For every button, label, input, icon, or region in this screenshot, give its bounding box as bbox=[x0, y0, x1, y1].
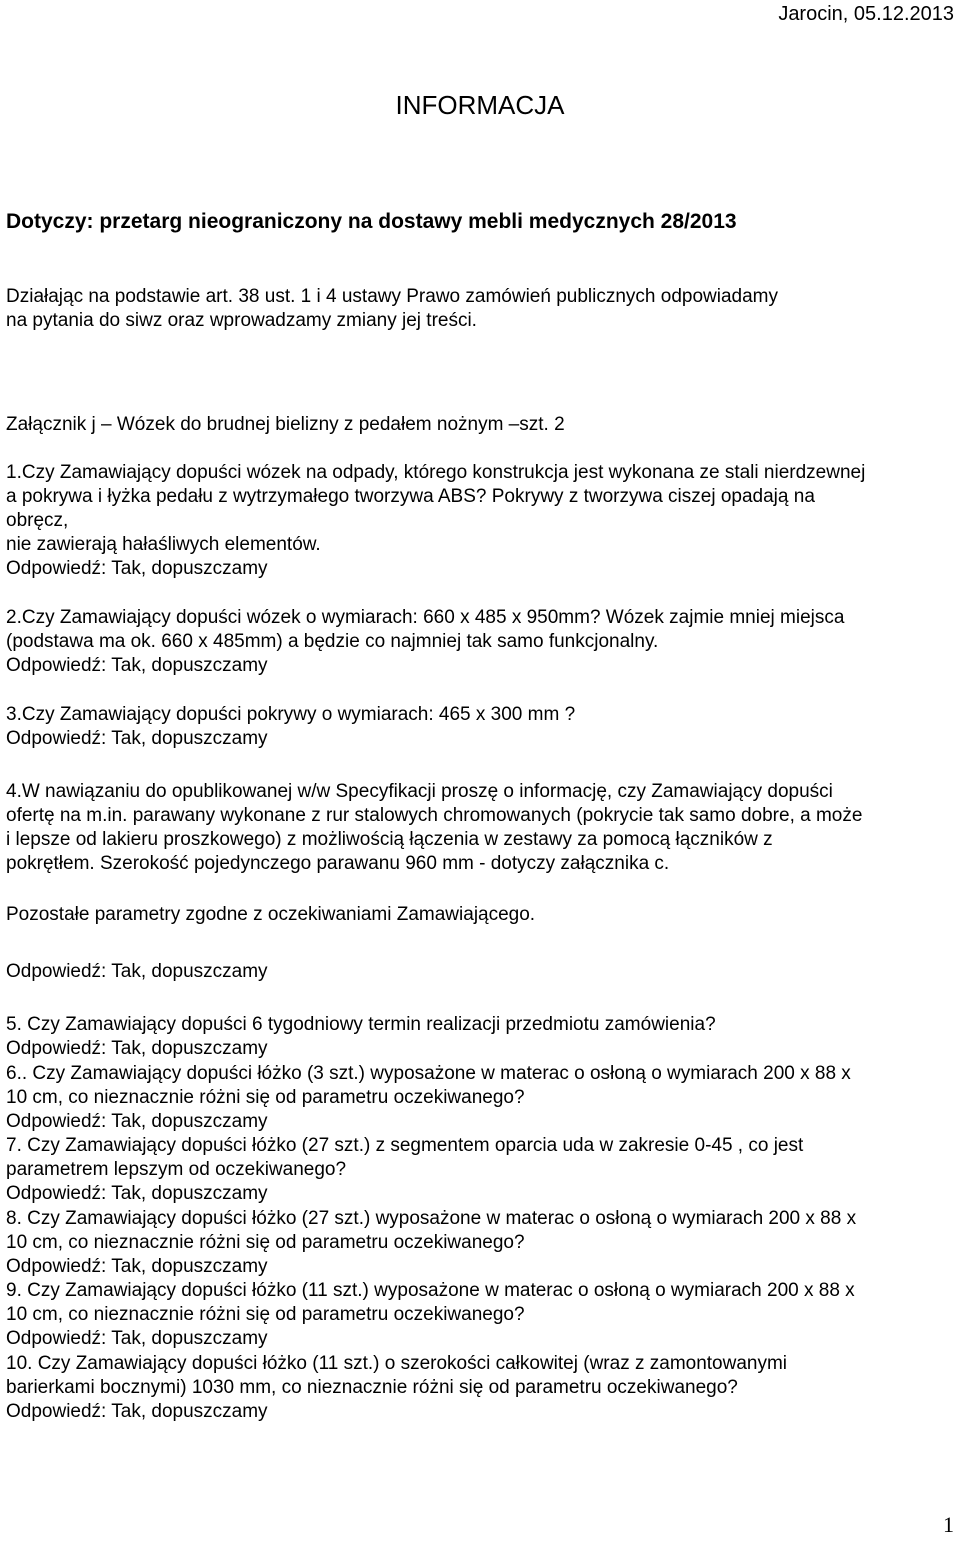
answer-line: Odpowiedź: Tak, dopuszczamy bbox=[6, 1256, 268, 1277]
answer-line: Odpowiedź: Tak, dopuszczamy bbox=[6, 1183, 268, 1204]
question-line: ofertę na m.in. parawany wykonane z rur stalowych chromowanych (pokrycie tak samo dobre, a może bbox=[6, 805, 863, 826]
question-line: a pokrywa i łyżka pedału z wytrzymałego tworzywa ABS? Pokrywy z tworzywa ciszej opadają na bbox=[6, 486, 815, 507]
question-line: 10. Czy Zamawiający dopuści łóżko (11 szt.) o szerokości całkowitej (wraz z zamontowanymi bbox=[6, 1353, 788, 1374]
question-5 bbox=[6, 1013, 716, 1061]
question-2 bbox=[6, 606, 844, 678]
question-line: obręcz, bbox=[6, 510, 69, 531]
question-7 bbox=[6, 1134, 803, 1206]
intro-line: na pytania do siwz oraz wprowadzamy zmiany jej treści. bbox=[6, 310, 477, 331]
intro-line: Działając na podstawie art. 38 ust. 1 i 4 ustawy Prawo zamówień publicznych odpowiadamy bbox=[6, 286, 779, 307]
note-line: Pozostałe parametry zgodne z oczekiwaniami Zamawiającego. bbox=[6, 904, 536, 925]
answer-line: Odpowiedź: Tak, dopuszczamy bbox=[6, 655, 268, 676]
answer-line: Odpowiedź: Tak, dopuszczamy bbox=[6, 558, 268, 579]
question-4 bbox=[6, 780, 862, 876]
question-line: parametrem lepszym od oczekiwanego? bbox=[6, 1159, 347, 1180]
question-line: i lepsze od lakieru proszkowego) z możliwością łączenia w zestawy za pomocą łączników z bbox=[6, 829, 773, 850]
question-line: 7. Czy Zamawiający dopuści łóżko (27 szt.) z segmentem oparcia uda w zakresie 0-45 , co jest bbox=[6, 1135, 804, 1156]
attachment-line: Załącznik j – Wózek do brudnej bielizny z pedałem nożnym –szt. 2 bbox=[6, 414, 565, 435]
question-line: barierkami bocznymi) 1030 mm, co nieznacznie różni się od parametru oczekiwanego? bbox=[6, 1377, 738, 1398]
question-line: nie zawierają hałaśliwych elementów. bbox=[6, 534, 321, 555]
question-4-extra bbox=[6, 903, 535, 927]
answer-line: Odpowiedź: Tak, dopuszczamy bbox=[6, 1401, 268, 1422]
answer-line: Odpowiedź: Tak, dopuszczamy bbox=[6, 961, 268, 982]
question-8 bbox=[6, 1207, 856, 1279]
question-line: (podstawa ma ok. 660 x 485mm) a będzie co najmniej tak samo funkcjonalny. bbox=[6, 631, 659, 652]
document-title: INFORMACJA bbox=[395, 90, 565, 120]
question-line: 2.Czy Zamawiający dopuści wózek o wymiarach: 660 x 485 x 950mm? Wózek zajmie mniej miejsca bbox=[6, 607, 845, 628]
question-line: 10 cm, co nieznacznie różni się od parametru oczekiwanego? bbox=[6, 1232, 525, 1253]
question-line: 5. Czy Zamawiający dopuści 6 tygodniowy termin realizacji przedmiotu zamówienia? bbox=[6, 1014, 716, 1035]
question-6 bbox=[6, 1062, 851, 1134]
question-line: 4.W nawiązaniu do opublikowanej w/w Specyfikacji proszę o informację, czy Zamawiający dopuści bbox=[6, 781, 833, 802]
question-9 bbox=[6, 1279, 855, 1351]
attachment-heading bbox=[6, 413, 565, 437]
question-line: 8. Czy Zamawiający dopuści łóżko (27 szt.) wyposażone w materac o osłoną o wymiarach 200 x 88 x bbox=[6, 1208, 857, 1229]
question-line: pokrętłem. Szerokość pojedynczego parawanu 960 mm - dotyczy załącznika c. bbox=[6, 853, 670, 874]
answer-line: Odpowiedź: Tak, dopuszczamy bbox=[6, 1328, 268, 1349]
question-10 bbox=[6, 1352, 787, 1424]
question-3 bbox=[6, 703, 575, 751]
intro-paragraph bbox=[6, 285, 778, 333]
question-4-answer bbox=[6, 960, 268, 984]
answer-line: Odpowiedź: Tak, dopuszczamy bbox=[6, 1111, 268, 1132]
question-line: 9. Czy Zamawiający dopuści łóżko (11 szt.) wyposażone w materac o osłoną o wymiarach 200 x 88 x bbox=[6, 1280, 855, 1301]
question-line: 1.Czy Zamawiający dopuści wózek na odpady, którego konstrukcja jest wykonana ze stali nierdzewnej bbox=[6, 462, 866, 483]
question-line: 3.Czy Zamawiający dopuści pokrywy o wymiarach: 465 x 300 mm ? bbox=[6, 704, 576, 725]
document-subject: Dotyczy: przetarg nieograniczony na dostawy mebli medycznych 28/2013 bbox=[6, 210, 737, 233]
question-1 bbox=[6, 461, 865, 581]
question-line: 10 cm, co nieznacznie różni się od parametru oczekiwanego? bbox=[6, 1087, 525, 1108]
answer-line: Odpowiedź: Tak, dopuszczamy bbox=[6, 1038, 268, 1059]
question-line: 6.. Czy Zamawiający dopuści łóżko (3 szt.) wyposażone w materac o osłoną o wymiarach 200 x 88 x bbox=[6, 1063, 851, 1084]
page-number: 1 bbox=[943, 1512, 954, 1537]
document-date: Jarocin, 05.12.2013 bbox=[778, 3, 954, 25]
answer-line: Odpowiedź: Tak, dopuszczamy bbox=[6, 728, 268, 749]
question-line: 10 cm, co nieznacznie różni się od parametru oczekiwanego? bbox=[6, 1304, 525, 1325]
